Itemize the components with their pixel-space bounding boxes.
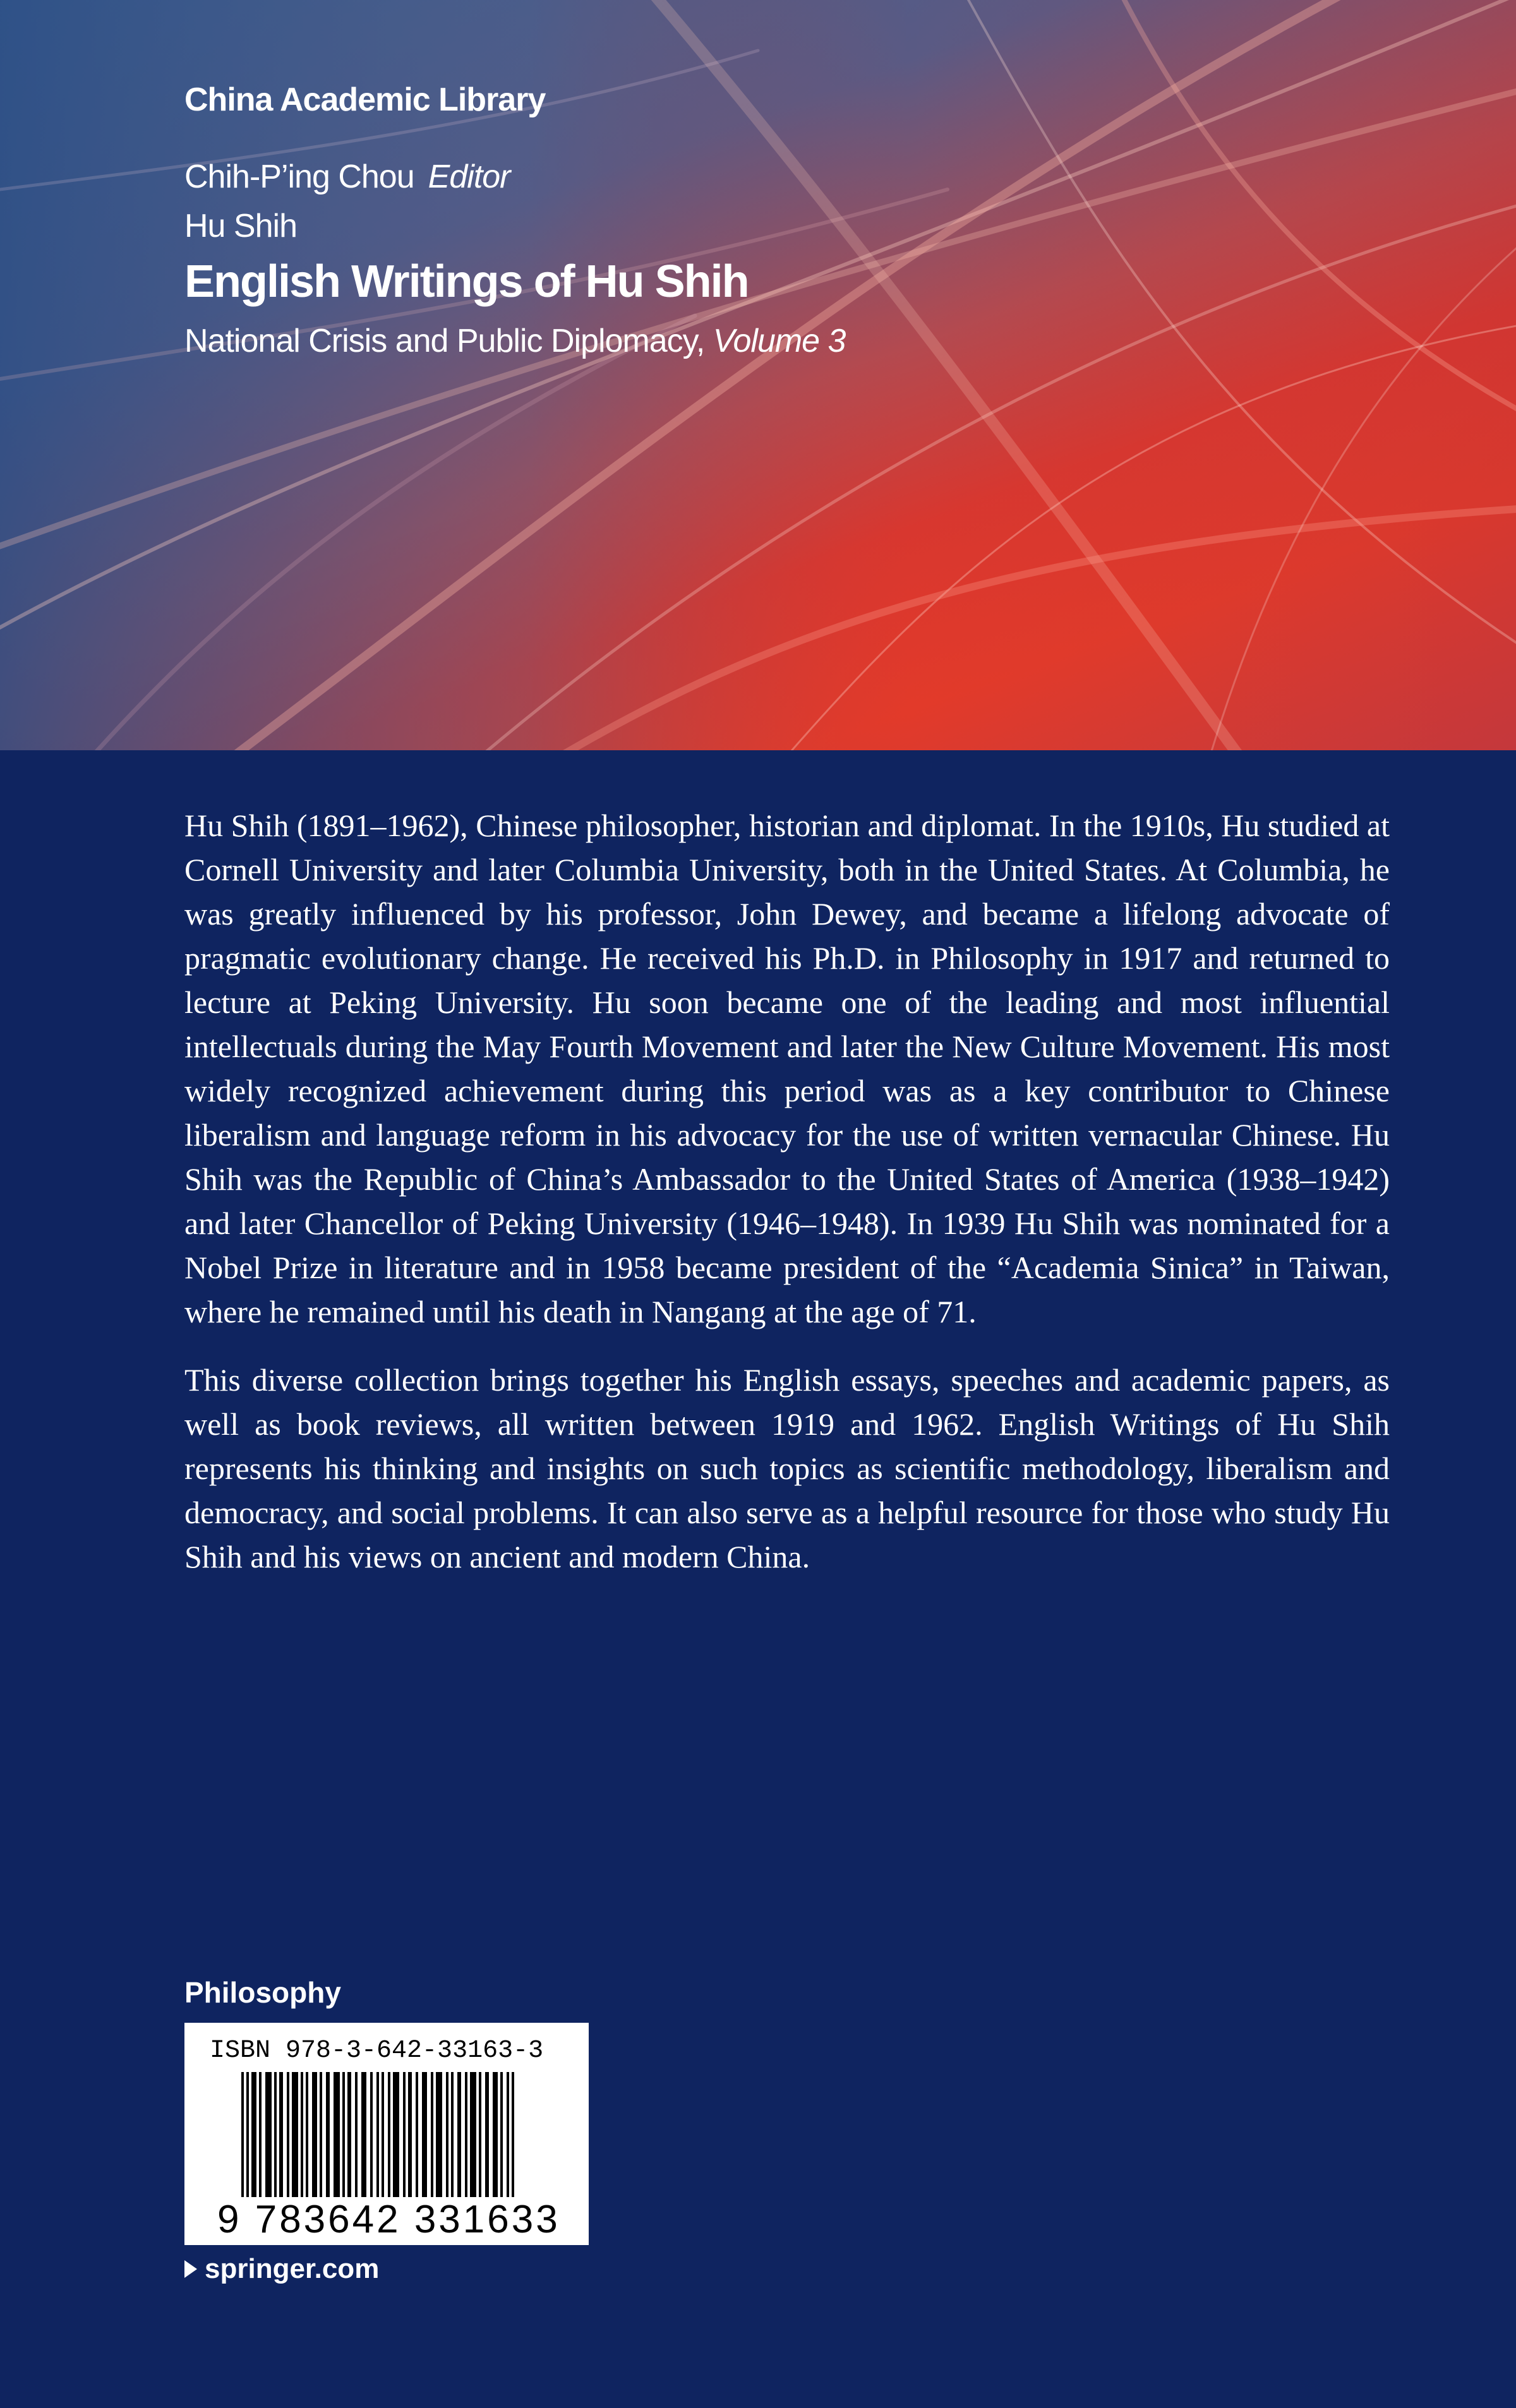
- website-label: springer.com: [205, 2253, 380, 2284]
- publisher-website[interactable]: [184, 2253, 379, 2285]
- series-name: China Academic Library: [184, 81, 546, 118]
- book-subtitle: [184, 322, 845, 360]
- arrow-right-icon: [184, 2260, 197, 2278]
- subtitle-text: National Crisis and Public Diplomacy,: [184, 323, 713, 359]
- description-paragraph-2: This diverse collection brings together his English essays, speeches and academic papers, as well as book reviews, all written between 1919 and 1962. English Writings of Hu Shih represents his thinking and insights on such topics as scientific methodology, liberalism and democracy, and social problems. It can also serve as a helpful resource for those who study Hu Shih and his views on ancient and modern China.: [184, 1362, 1390, 1574]
- book-title: English Writings of Hu Shih: [184, 256, 749, 307]
- editor-name: Chih-P’ing Chou: [184, 159, 414, 195]
- book-description: [184, 803, 1390, 1603]
- author-name: Hu Shih: [184, 208, 297, 244]
- barcode-bars: [241, 2072, 538, 2217]
- barcode-number: 9 783642 331633: [217, 2197, 571, 2242]
- description-paragraph-1: Hu Shih (1891–1962), Chinese philosopher, historian and diplomat. In the 1910s, Hu studied at Cornell University and later Columbia University, both in the United States. At Columbia, he was greatly influenced by his professor, John Dewey, and became a lifelong advocate of pragmatic evolutionary change. He received his Ph.D. in Philosophy in 1917 and returned to lecture at Peking University. Hu soon became one of the leading and most influential intellectuals during the May Fourth Movement and later the New Culture Movement. His most widely recognized achievement during this period was as a key contributor to Chinese liberalism and language reform in his advocacy for the use of written vernacular Chinese. Hu Shih was the Republic of China’s Ambassador to the United States of America (1938–1942) and later Chancellor of Peking University (1946–1948). In 1939 Hu Shih was nominated for a Nobel Prize in literature and in 1958 became president of the “Academia Sinica” in Taiwan, where he remained until his death in Nangang at the age of 71.: [184, 808, 1390, 1329]
- isbn-barcode: [184, 2023, 589, 2245]
- cover-art-band: [0, 0, 1516, 750]
- subject-category: Philosophy: [184, 1976, 341, 2009]
- volume-label: Volume 3: [713, 323, 846, 359]
- isbn-label: ISBN 978-3-642-33163-3: [210, 2037, 544, 2065]
- editor-role: Editor: [428, 159, 510, 195]
- editor-line: [184, 158, 510, 196]
